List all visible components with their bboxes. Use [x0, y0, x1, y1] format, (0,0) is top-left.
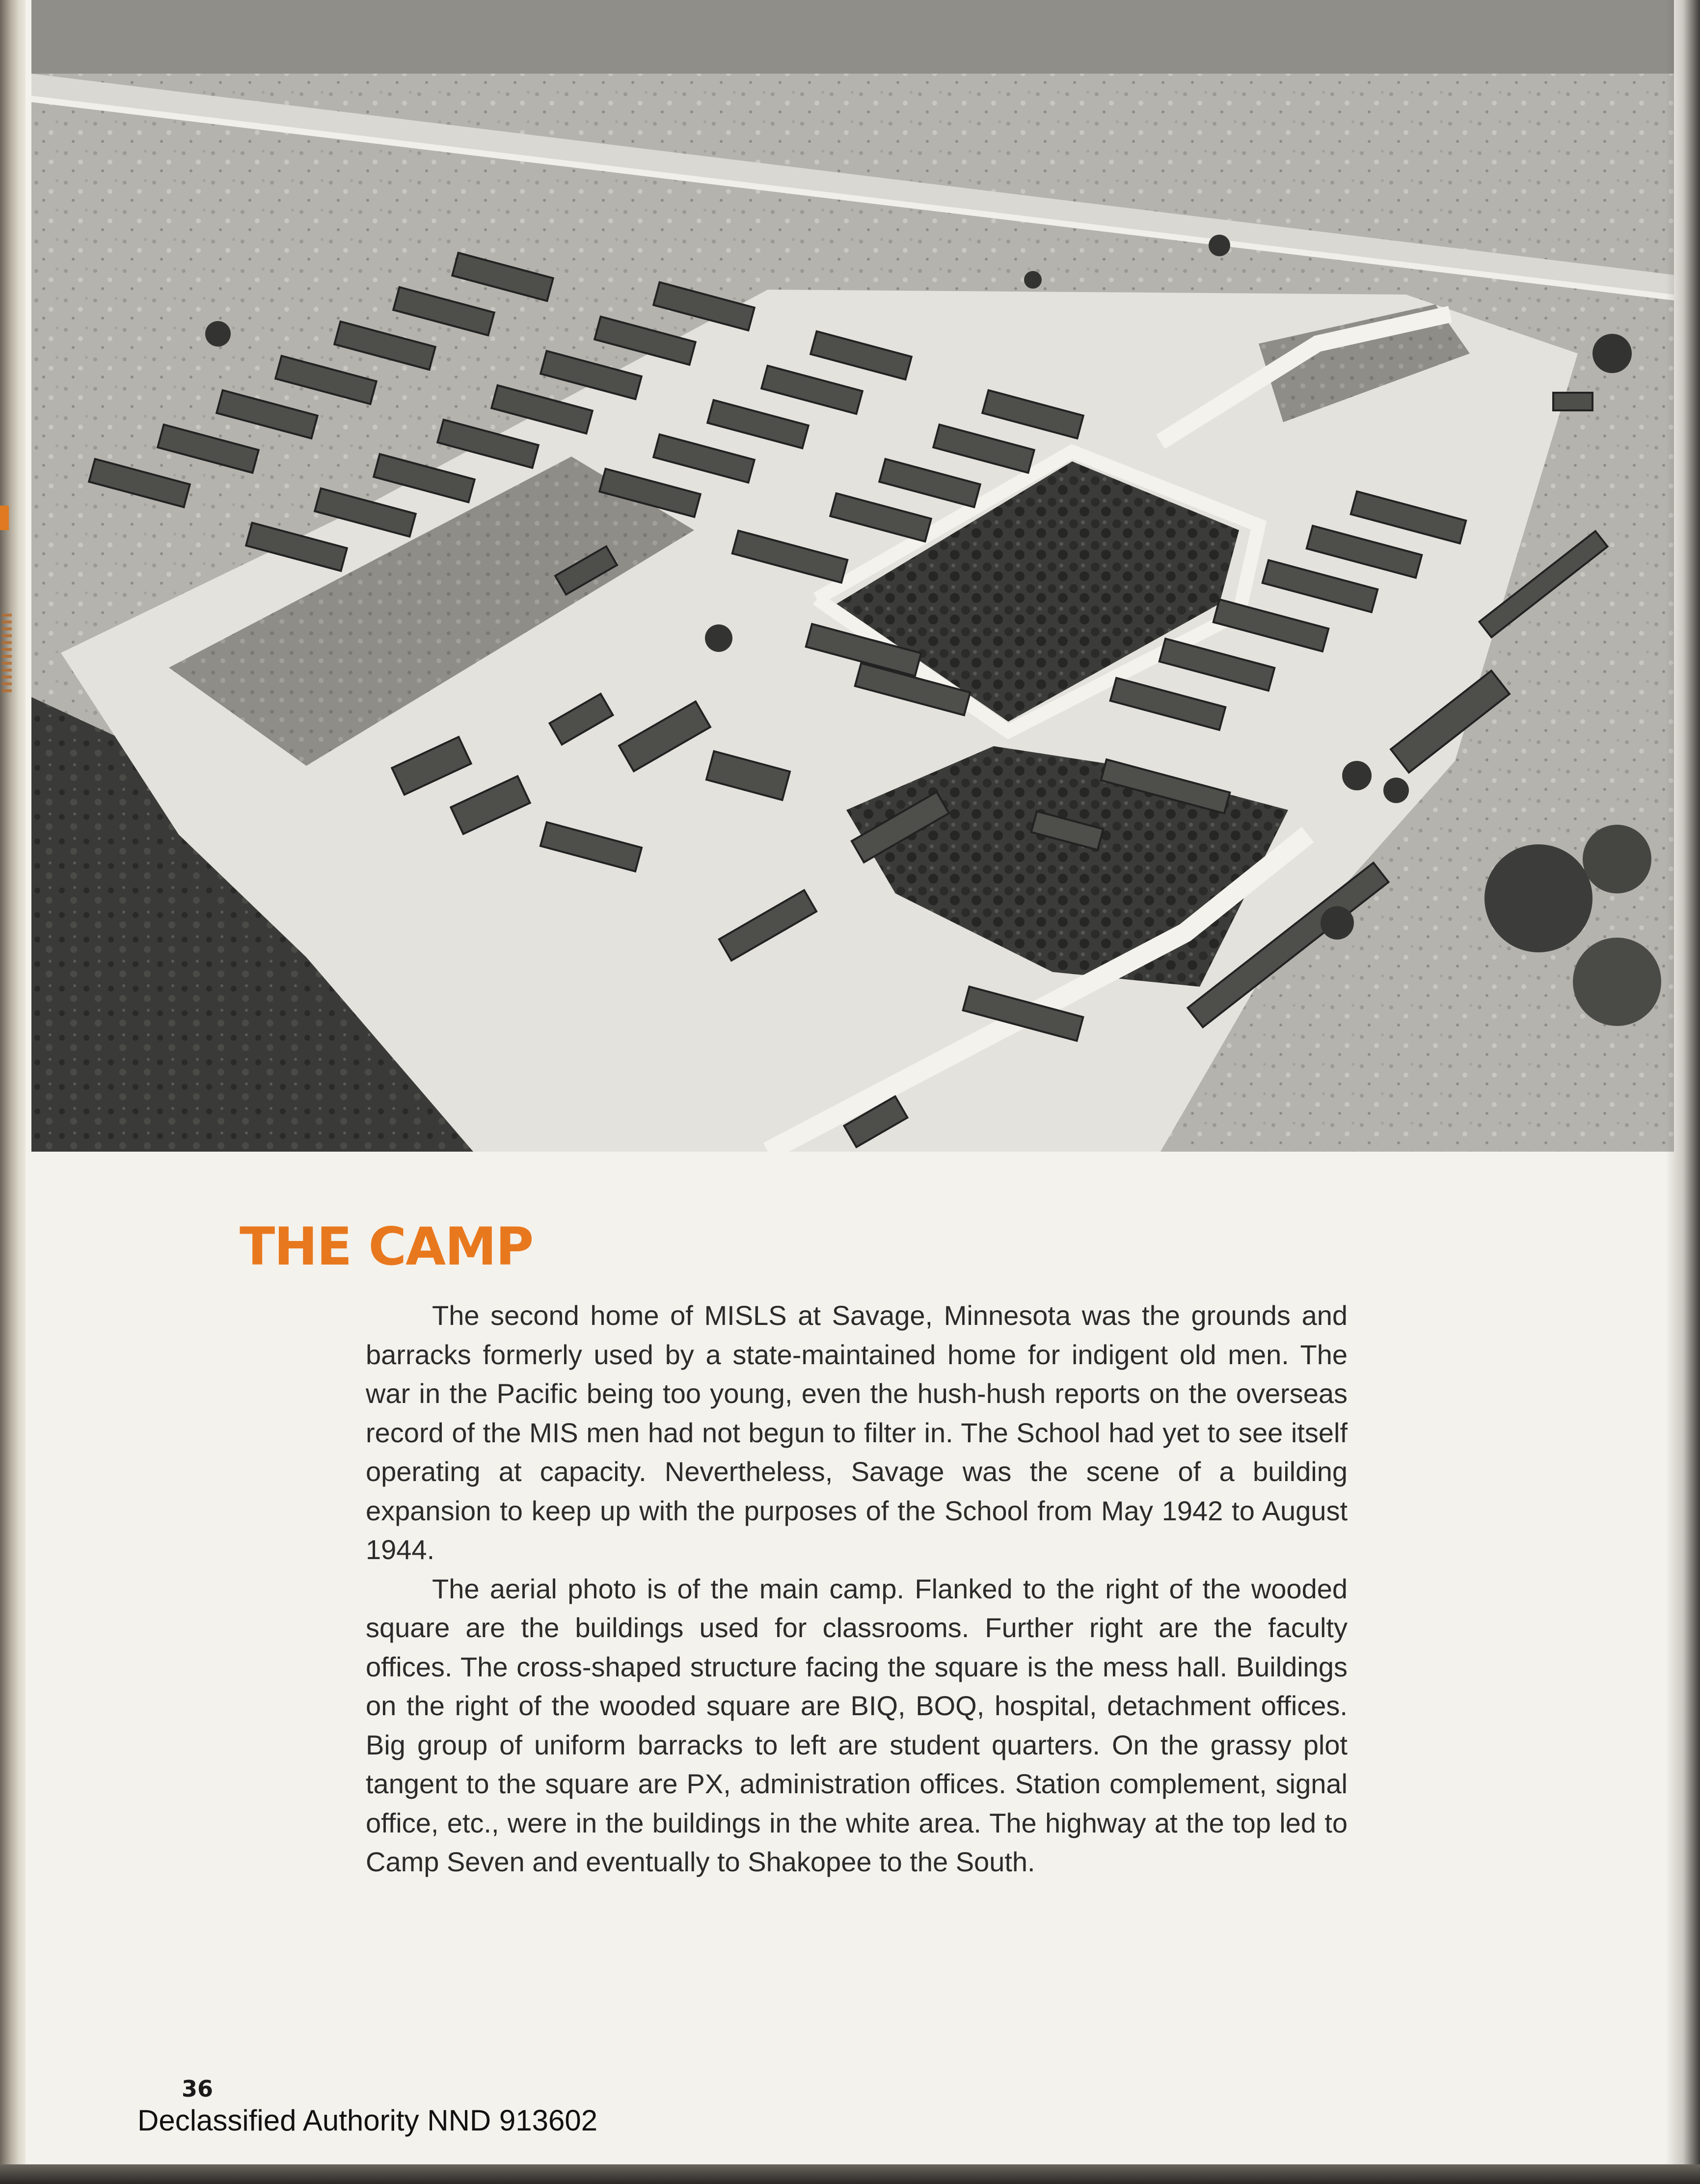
binding-spine-print	[2, 614, 12, 692]
binding-color-mark	[0, 506, 9, 530]
page-curvature-shadow	[1666, 0, 1700, 2184]
page-number: 36	[182, 2076, 214, 2102]
aerial-photo-illustration	[31, 0, 1674, 1152]
section-heading: THE CAMP	[240, 1216, 533, 1277]
scan-bottom-edge	[0, 2164, 1700, 2184]
article-body	[366, 1296, 1348, 1882]
paragraph-1: The second home of MISLS at Savage, Minnesota was the grounds and barracks formerly used by a state-maintained home for indigent old men. The war in the Pacific being too young, even the hush-hush reports on the overseas record of the MIS men had not begun to filter in. The School had yet to see itself operating at capacity. Nevertheless, Savage was the scene of a building expansion to keep up with the purposes of the School from May 1942 to August 1944.	[366, 1300, 1348, 1565]
page-binding-edge	[0, 0, 26, 2184]
paragraph-2: The aerial photo is of the main camp. Flanked to the right of the wooded square are the buildings used for classrooms. Further right are the faculty offices. The cross-shaped structure facing the square is the mess hall. Buildings on the right of the wooded square are BIQ, BOQ, hospital, detachment offices. Big group of uniform barracks to left are student quarters. On the grassy plot tangent to the square are PX, administration offices. Station complement, signal office, etc., were in the buildings in the white area. The highway at the top led to Camp Seven and eventually to Shakopee to the South.	[366, 1573, 1348, 1877]
aerial-camp-photo	[31, 0, 1674, 1152]
declassification-notice: Declassified Authority NND 913602	[137, 2104, 598, 2137]
